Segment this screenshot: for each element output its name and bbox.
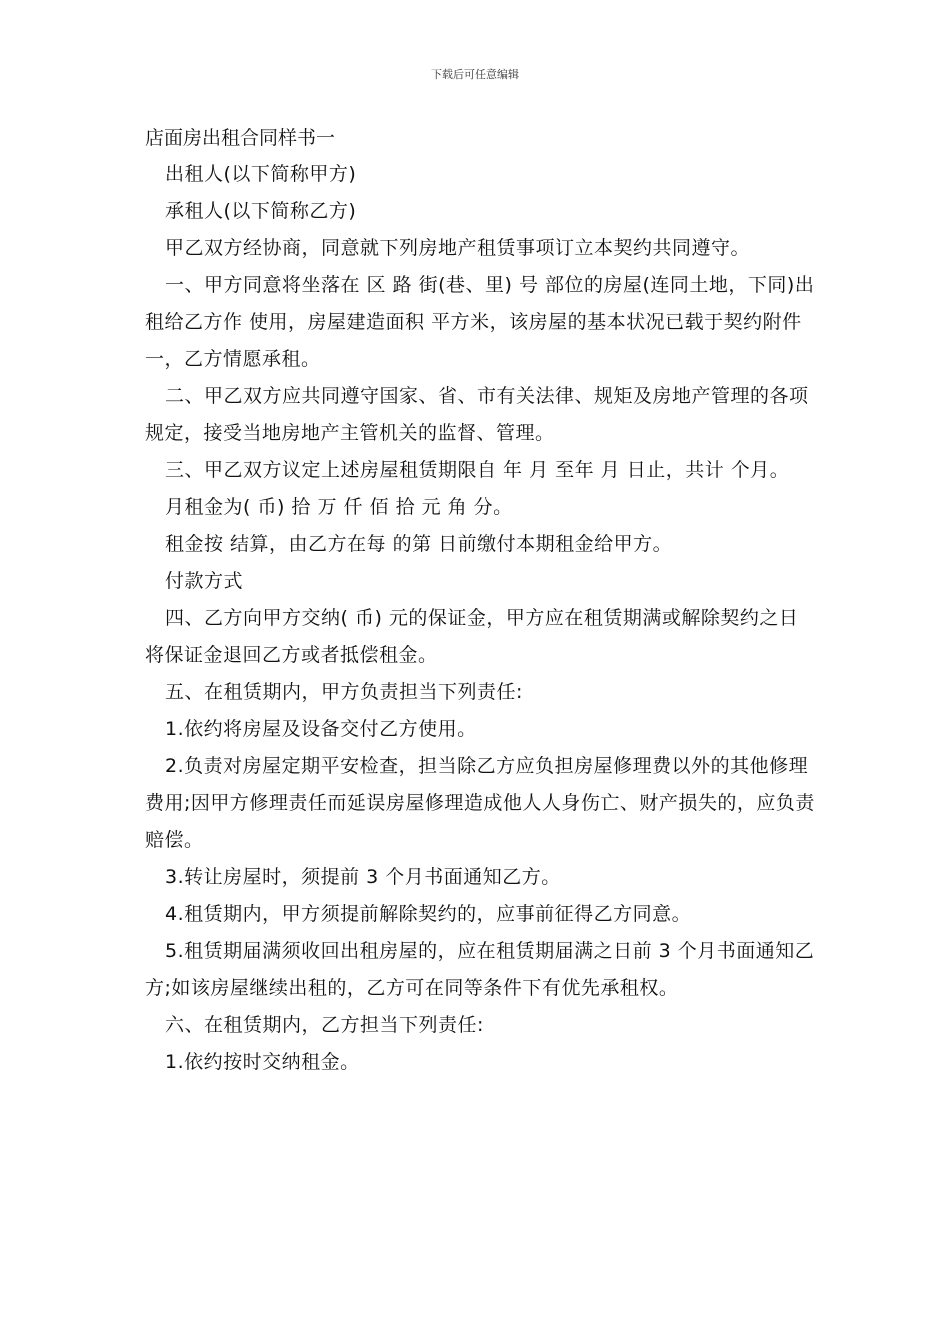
- page-header-note: 下载后可任意编辑: [431, 68, 519, 81]
- paragraph-clause-5-item-4: 4.租赁期内，甲方须提前解除契约的，应事前征得乙方同意。: [165, 903, 692, 925]
- paragraph-clause-5: 五、在租赁期内，甲方负责担当下列责任:: [165, 681, 523, 703]
- paragraph-lessee: 承租人(以下简称乙方): [165, 200, 357, 222]
- paragraph-clause-1: 一、甲方同意将坐落在 区 路 街(巷、里) 号 部位的房屋(连同土地，下同)出租给乙方作 使用，房屋建造面积 平方米，该房屋的基本状况已载于契约附件一，乙方情愿承租。: [145, 274, 815, 370]
- paragraph-agreement: 甲乙双方经协商，同意就下列房地产租赁事项订立本契约共同遵守。: [165, 237, 751, 259]
- paragraph-clause-5-item-1: 1.依约将房屋及设备交付乙方使用。: [165, 718, 477, 740]
- paragraph-clause-3: 三、甲乙双方议定上述房屋租赁期限自 年 月 至年 月 日止，共计 个月。: [165, 459, 790, 481]
- paragraph-clause-4: 四、乙方向甲方交纳( 币) 元的保证金，甲方应在租赁期满或解除契约之日将保证金退回乙方或者抵偿租金。: [145, 607, 799, 666]
- paragraph-clause-6: 六、在租赁期内，乙方担当下列责任:: [165, 1014, 484, 1036]
- paragraph-clause-6-item-1: 1.依约按时交纳租金。: [165, 1051, 360, 1073]
- paragraph-monthly-rent: 月租金为( 币) 拾 万 仟 佰 拾 元 角 分。: [165, 496, 513, 518]
- document-body: [145, 120, 815, 1081]
- paragraph-clause-5-item-5: 5.租赁期届满须收回出租房屋的，应在租赁期届满之日前 3 个月书面通知乙方;如该房屋继续出租的，乙方可在同等条件下有优先承租权。: [145, 940, 815, 999]
- paragraph-rent-settlement: 租金按 结算，由乙方在每 的第 日前缴付本期租金给甲方。: [165, 533, 673, 555]
- paragraph-clause-5-item-2: 2.负责对房屋定期平安检查，担当除乙方应负担房屋修理费以外的其他修理费用;因甲方修理责任而延误房屋修理造成他人人身伤亡、财产损失的，应负责赔偿。: [145, 755, 815, 851]
- paragraph-lessor: 出租人(以下简称甲方): [165, 163, 357, 185]
- paragraph-clause-2: 二、甲乙双方应共同遵守国家、省、市有关法律、规矩及房地产管理的各项规定，接受当地房地产主管机关的监督、管理。: [145, 385, 809, 444]
- paragraph-clause-5-item-3: 3.转让房屋时，须提前 3 个月书面通知乙方。: [165, 866, 561, 888]
- paragraph-payment-method: 付款方式: [165, 570, 244, 592]
- document-title: 店面房出租合同样书一: [145, 127, 336, 149]
